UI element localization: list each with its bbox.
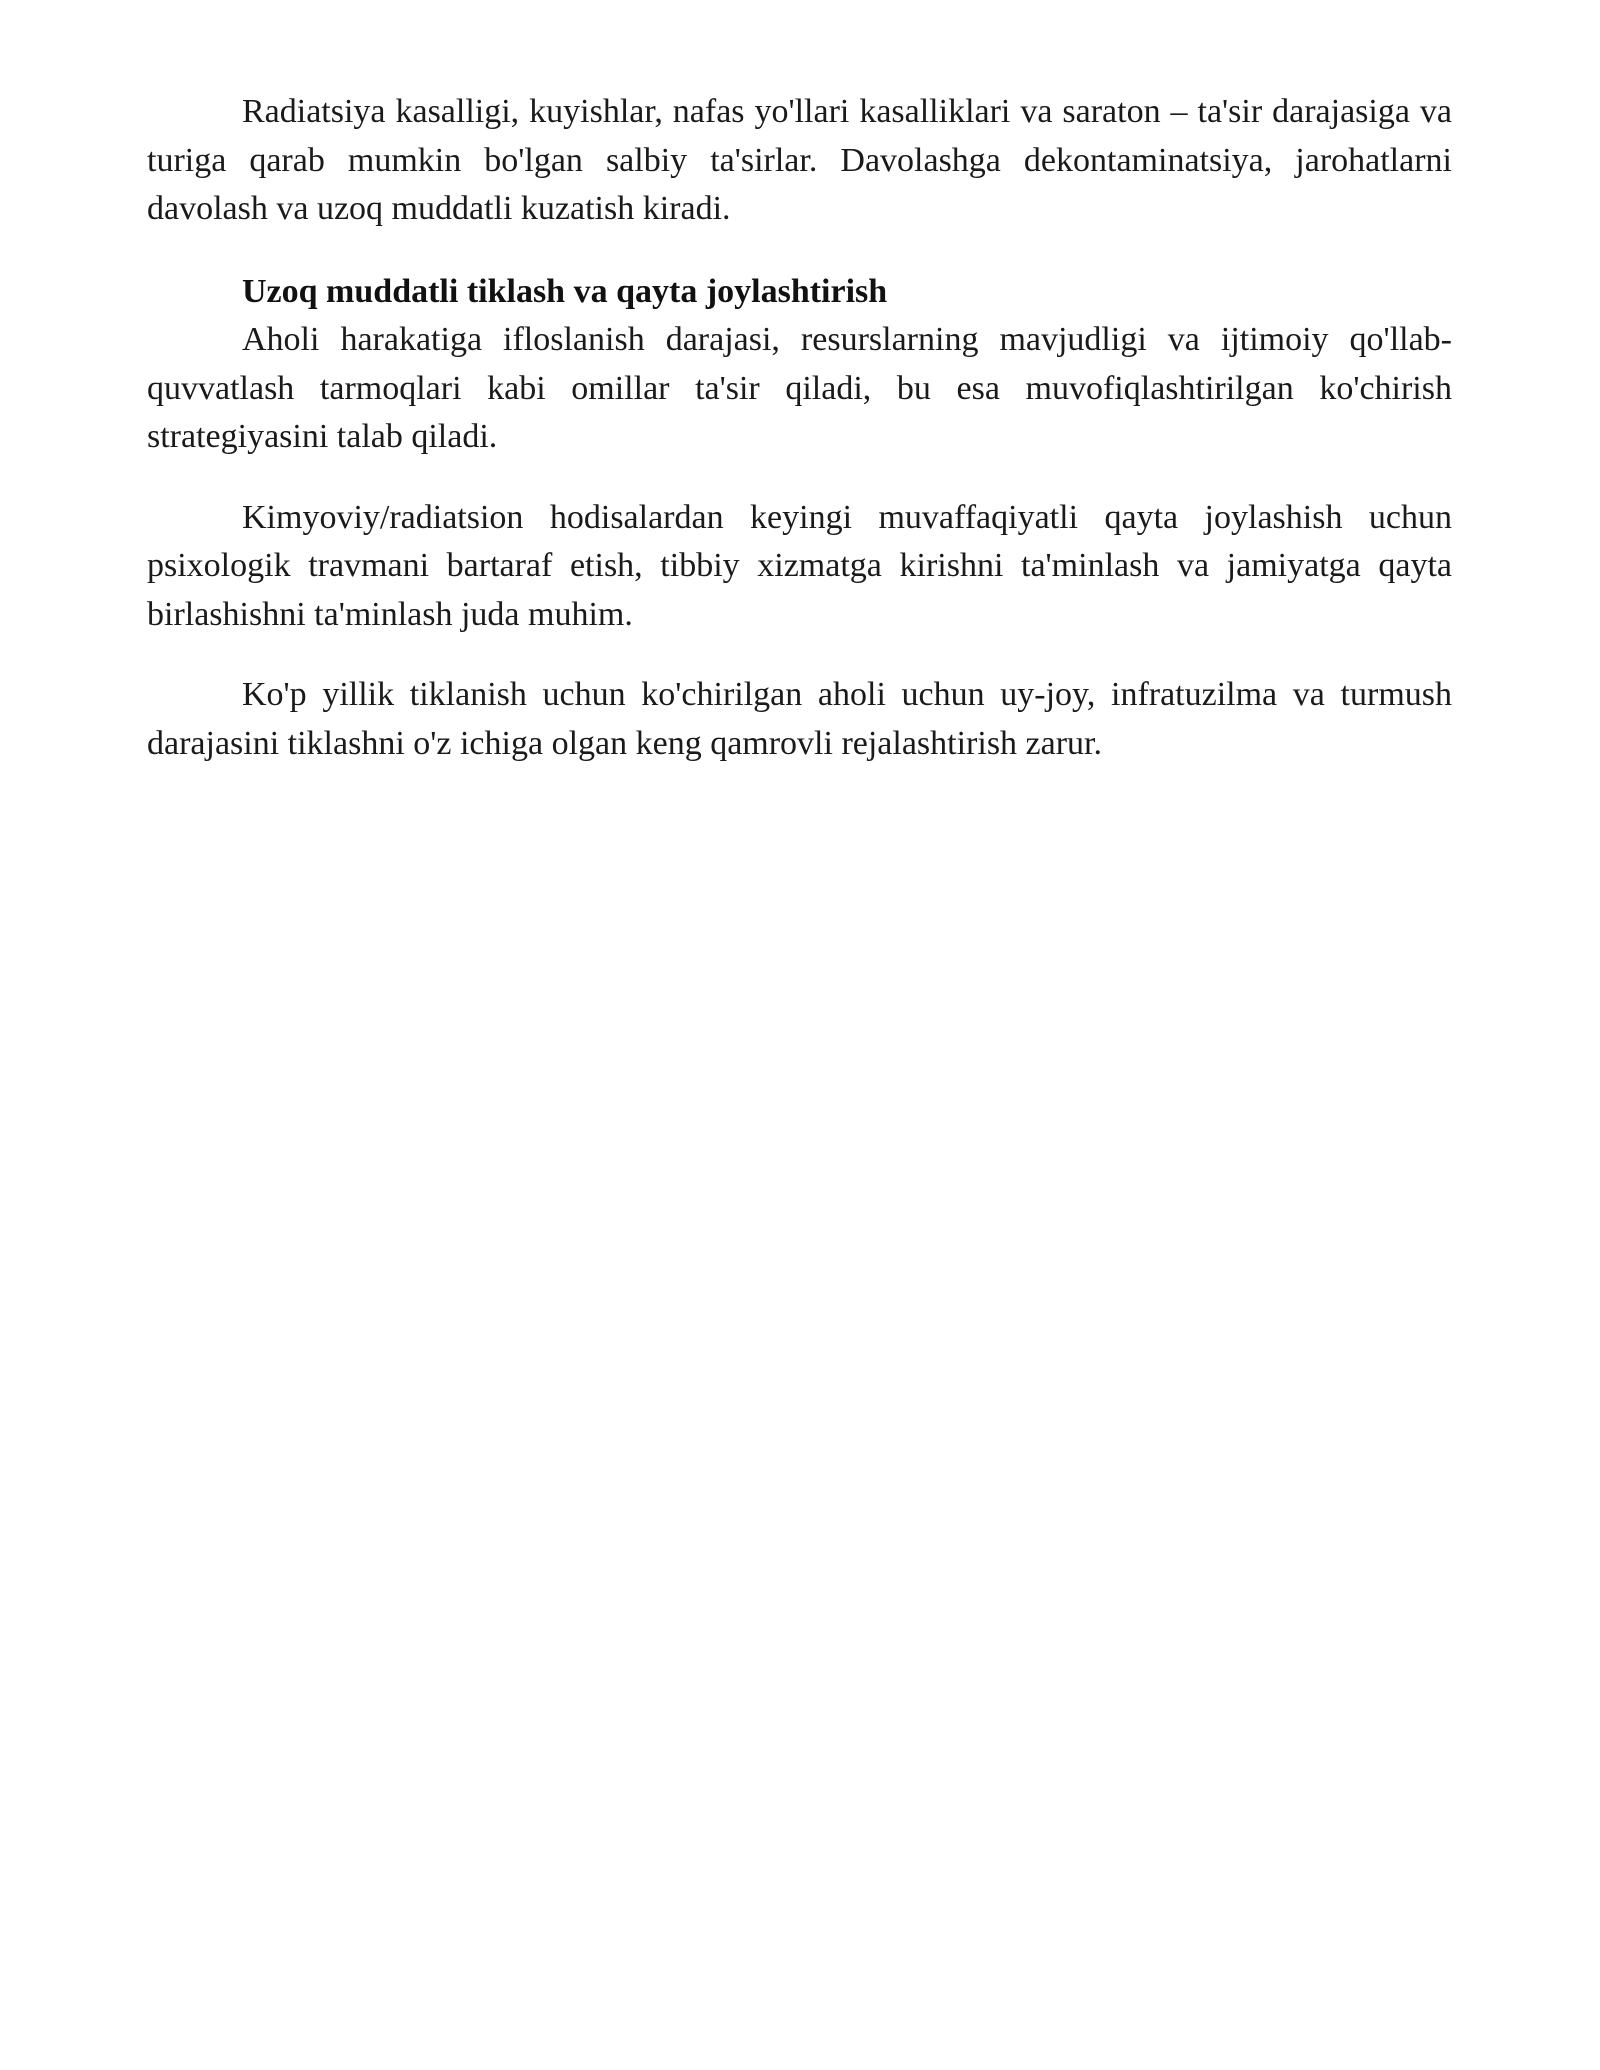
paragraph-radiation-effects: Radiatsiya kasalligi, kuyishlar, nafas yo'llari kasalliklari va saraton – ta'sir darajasiga va turiga qarab mumkin bo'lgan salbiy ta'sirlar. Davolashga dekontaminatsiya, jarohatlarni davolash va uzoq muddatli kuzatish kiradi. — [147, 93, 1452, 227]
section-heading: Uzoq muddatli tiklash va qayta joylashtirish — [242, 272, 888, 310]
document-page — [147, 88, 1452, 768]
paragraph-long-term-recovery: Ko'p yillik tiklanish uchun ko'chirilgan aholi uchun uy-joy, infratuzilma va turmush darajasini tiklashni o'z ichiga olgan keng qamrovli rejalashtirish zarur. — [147, 676, 1452, 762]
paragraph-resettlement: Kimyoviy/radiatsion hodisalardan keyingi muvaffaqiyatli qayta joylashish uchun psixologik travmani bartaraf etish, tibbiy xizmatga kirishni ta'minlash va jamiyatga qayta birlashishni ta'minlash juda muhim. — [147, 498, 1452, 633]
paragraph-population-movement: Aholi harakatiga ifloslanish darajasi, resurslarning mavjudligi va ijtimoiy qo'llab-quvvatlash tarmoqlari kabi omillar ta'sir qiladi, bu esa muvofiqlashtirilgan ko'chirish strategiyasini talab qiladi. — [147, 321, 1452, 455]
